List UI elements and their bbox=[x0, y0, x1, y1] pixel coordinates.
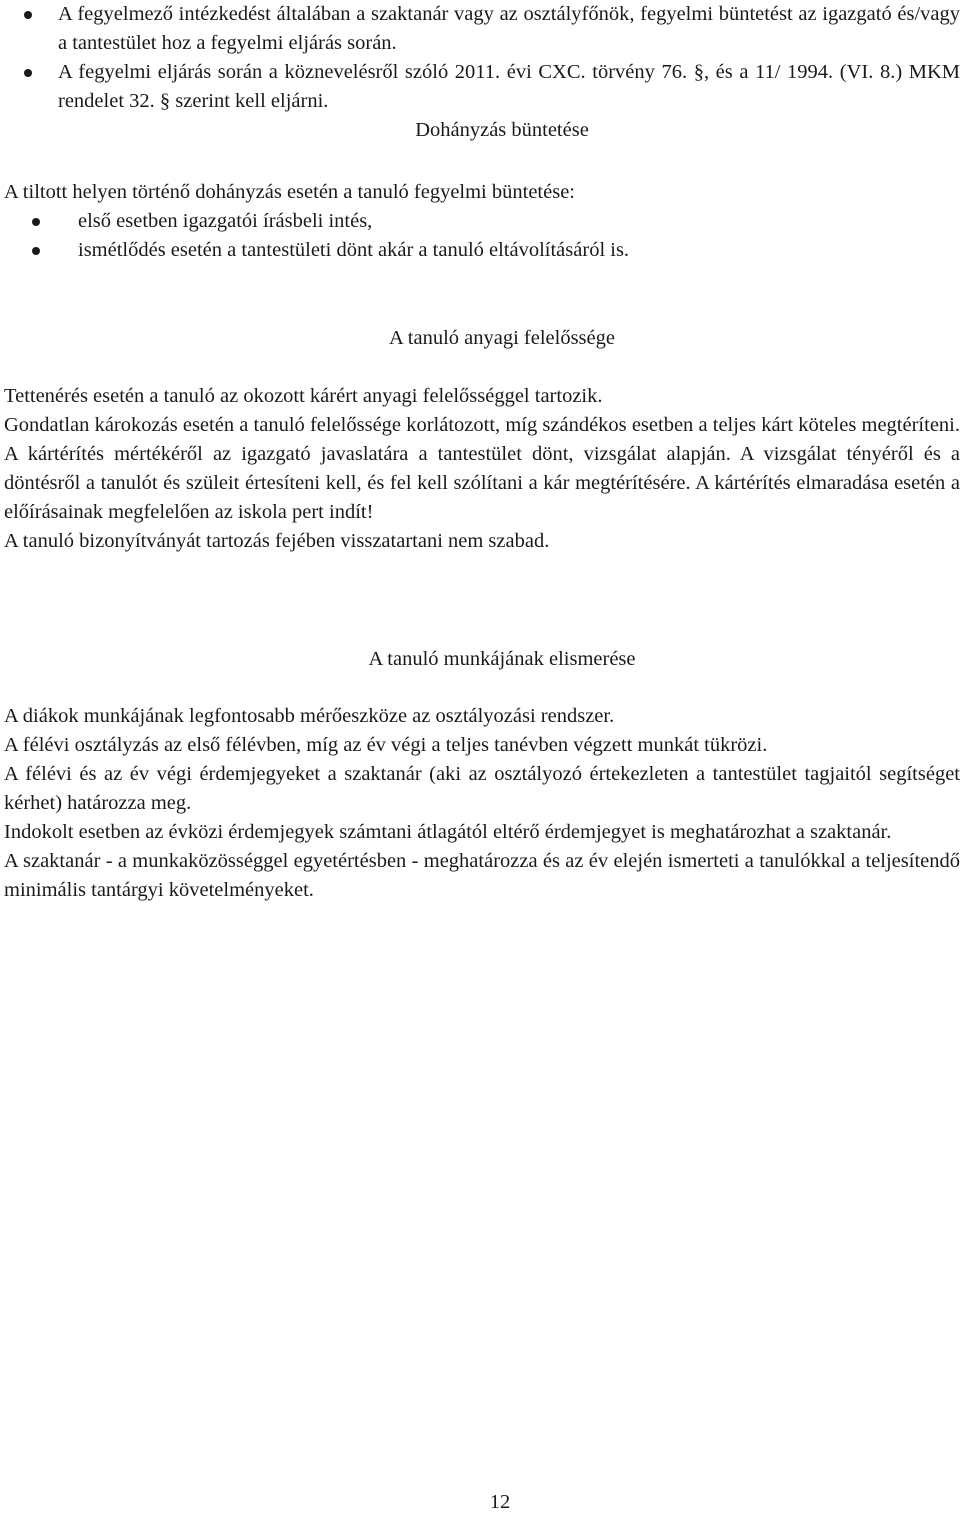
recognition-paragraph: A diákok munkájának legfontosabb mérőeszköze az osztályozási rendszer. bbox=[4, 705, 615, 727]
top-bullet-list bbox=[4, 0, 960, 116]
bullet-icon bbox=[32, 247, 40, 255]
list-item bbox=[4, 236, 960, 265]
liability-section bbox=[4, 382, 960, 556]
top-bullet-section bbox=[4, 0, 960, 116]
list-item bbox=[4, 58, 960, 116]
smoking-bullet-list bbox=[4, 207, 960, 265]
liability-paragraph: Tettenérés esetén a tanuló az okozott kárért anyagi felelősséggel tartozik. bbox=[4, 385, 603, 407]
bullet-text: ismétlődés esetén a tantestületi dönt akár a tanuló eltávolításáról is. bbox=[78, 239, 630, 261]
list-item bbox=[4, 0, 960, 58]
bullet-text: A fegyelmező intézkedést általában a szaktanár vagy az osztályfőnök, fegyelmi büntetést az igazgató és/vagy a tantestület hoz a fegyelmi eljárás során. bbox=[58, 3, 960, 54]
smoking-heading: Dohányzás büntetése bbox=[415, 119, 589, 141]
liability-heading: A tanuló anyagi felelőssége bbox=[388, 327, 615, 349]
list-item bbox=[4, 207, 960, 236]
smoking-section bbox=[4, 178, 960, 265]
bullet-icon bbox=[32, 218, 40, 226]
bullet-text: első esetben igazgatói írásbeli intés, bbox=[78, 210, 373, 232]
liability-paragraph: A tanuló bizonyítványát tartozás fejében visszatartani nem szabad. bbox=[4, 530, 550, 552]
bullet-icon bbox=[24, 69, 32, 77]
bullet-icon bbox=[24, 11, 32, 19]
liability-paragraph: Gondatlan károkozás esetén a tanuló felelőssége korlátozott, míg szándékos esetben a teljes kárt köteles megtéríteni. A kártérítés mértékéről az igazgató javaslatára a tantestület dönt, vizsgálat alapján. A vizsgálat tényéről és a döntésről a tanulót és szüleit értesíteni kell, és fel kell szólítani a kár megtérítésére. A kártérítés elmaradása esetén a előírásainak megfelelően az iskola pert indít! bbox=[4, 414, 960, 523]
bullet-text: A fegyelmi eljárás során a köznevelésről szóló 2011. évi CXC. törvény 76. §, és a 11/ 1994. (VI. 8.) MKM rendelet 32. § szerint kell eljárni. bbox=[58, 61, 960, 112]
recognition-section bbox=[4, 702, 960, 905]
recognition-paragraph: A félévi és az év végi érdemjegyeket a szaktanár (aki az osztályozó értekezleten a tantestület tagjaitól segítséget kérhet) határozza meg. bbox=[4, 763, 960, 814]
smoking-intro: A tiltott helyen történő dohányzás esetén a tanuló fegyelmi büntetése: bbox=[4, 181, 575, 203]
recognition-paragraph: A félévi osztályzás az első félévben, míg az év végi a teljes tanévben végzett munkát tükrözi. bbox=[4, 734, 768, 756]
recognition-paragraph: Indokolt esetben az évközi érdemjegyek számtani átlagától eltérő érdemjegyet is meghatározhat a szaktanár. bbox=[4, 821, 892, 843]
recognition-paragraph: A szaktanár - a munkaközösséggel egyetértésben - meghatározza és az év elején ismerteti a tanulókkal a teljesítendő minimális tantárgyi követelményeket. bbox=[4, 850, 960, 901]
recognition-heading: A tanuló munkájának elismerése bbox=[368, 648, 636, 670]
page-number: 12 bbox=[489, 1491, 511, 1513]
